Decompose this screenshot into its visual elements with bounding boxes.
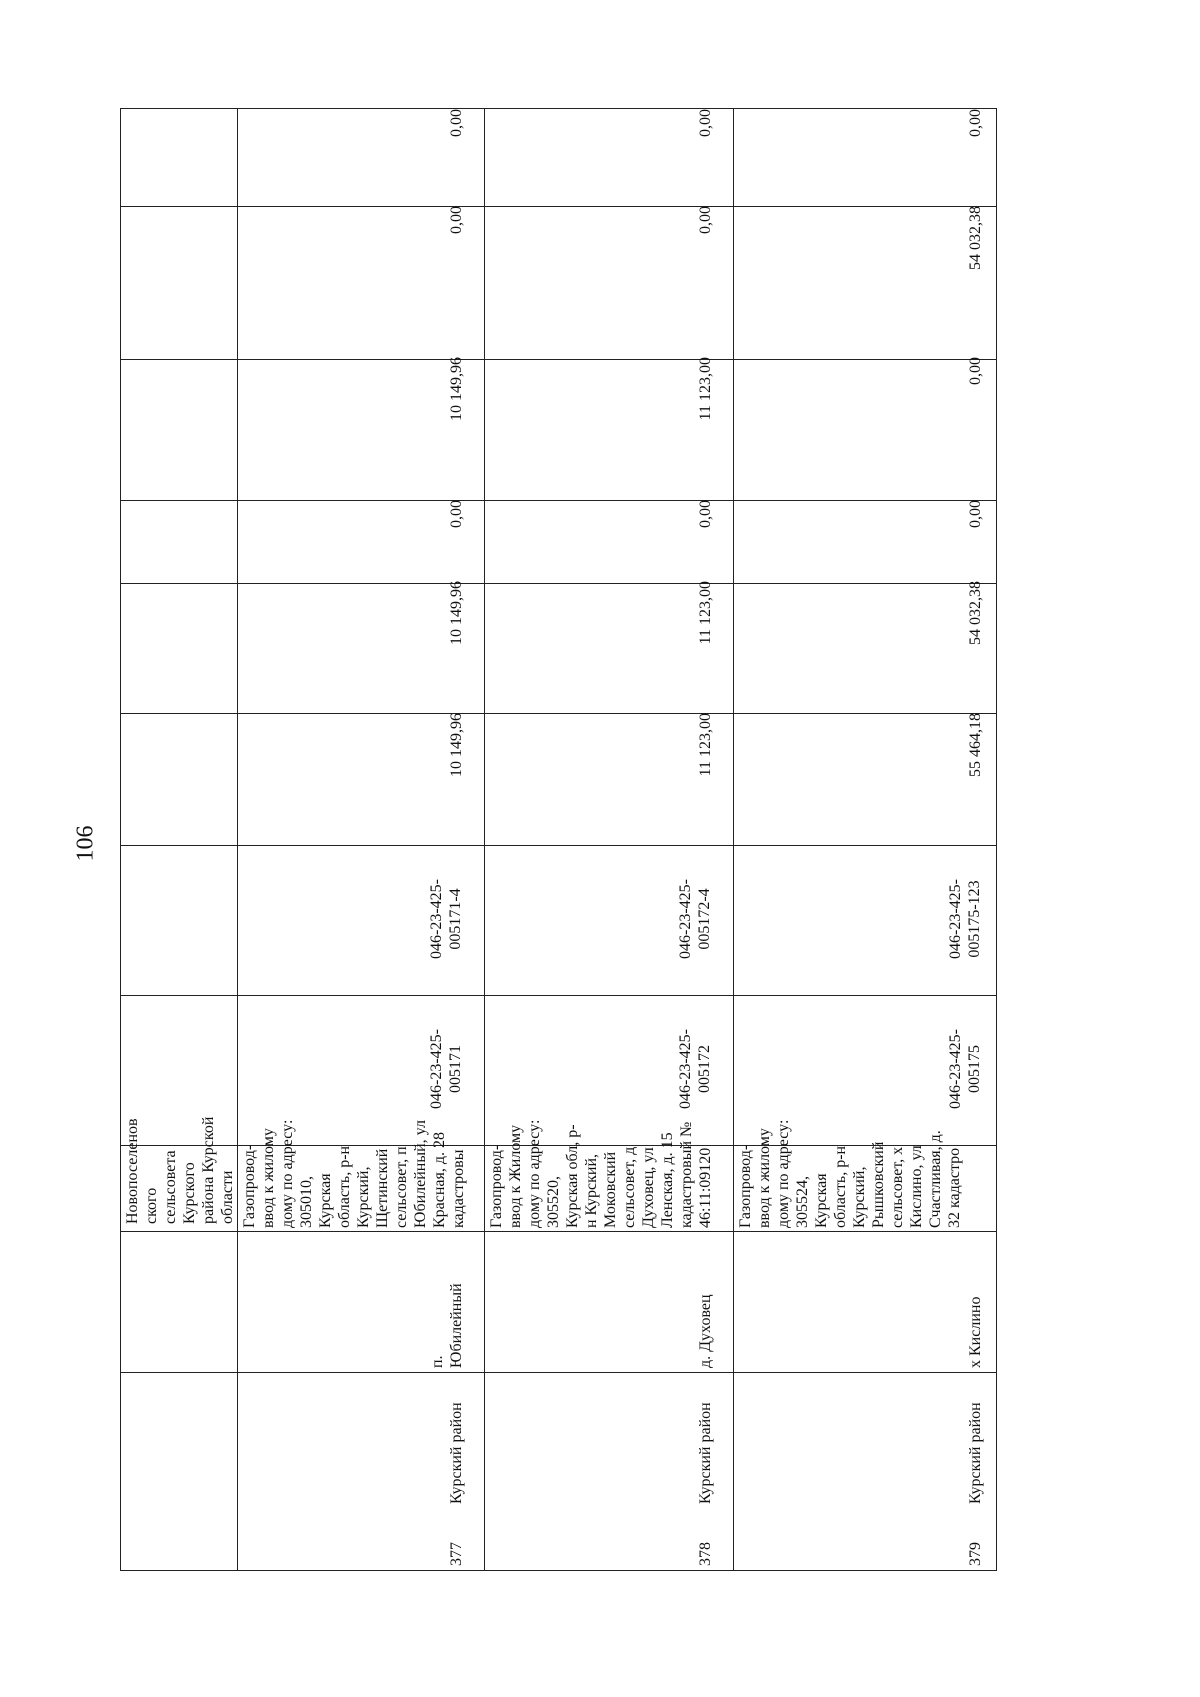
row-number: 377	[448, 1542, 465, 1566]
value-cell: 0,00	[697, 109, 714, 137]
code-extended-cell: 046-23-425- 005172-4	[677, 879, 713, 959]
code-extended-cell: 046-23-425- 005175-123	[947, 879, 983, 959]
value-cell: 10 149,96	[448, 713, 465, 777]
value-cell: 55 464,18	[967, 713, 984, 777]
value-cell: 0,00	[697, 500, 714, 528]
value-cell: 11 123,00	[697, 581, 714, 645]
column-divider	[121, 1231, 996, 1232]
value-cell: 10 149,96	[448, 357, 465, 421]
value-cell: 0,00	[967, 357, 984, 385]
row-number: 378	[697, 1542, 714, 1566]
district-cell: Курский район	[448, 1402, 465, 1504]
value-cell: 0,00	[967, 109, 984, 137]
column-divider	[121, 583, 996, 584]
column-divider	[121, 1372, 996, 1373]
district-cell: Курский район	[967, 1402, 984, 1504]
page-number: 106	[72, 825, 99, 862]
registry-table	[120, 108, 997, 1571]
value-cell: 0,00	[697, 206, 714, 234]
value-cell: 11 123,00	[697, 713, 714, 777]
row-number: 379	[967, 1542, 984, 1566]
row-divider	[237, 109, 238, 1570]
description-continuation: Новопоселенов ского сельсовета Курского района Курской области	[124, 1116, 236, 1224]
code-extended-cell: 046-23-425- 005171-4	[428, 879, 464, 959]
code-cell: 046-23-425- 005175	[947, 1029, 983, 1109]
column-divider	[121, 359, 996, 360]
value-cell: 0,00	[448, 206, 465, 234]
description-cell: Газопровод- ввод к жилому дому по адресу: 305010, Курская область, р-н Курский, Щетинский сельсовет, п Юбилейный, ул Красная, д. 28 кадастровы	[241, 1119, 467, 1228]
code-cell: 046-23-425- 005172	[677, 1029, 713, 1109]
row-divider	[484, 109, 485, 1570]
locality-cell: х Кислино	[967, 1296, 984, 1368]
row-divider	[733, 109, 734, 1570]
value-cell: 10 149,96	[448, 581, 465, 645]
value-cell: 0,00	[967, 500, 984, 528]
column-divider	[121, 206, 996, 207]
code-cell: 046-23-425- 005171	[428, 1029, 464, 1109]
value-cell: 54 032,38	[967, 206, 984, 270]
description-cell: Газопровод- ввод к Жилому дому по адресу: 305520, Курская обл, р- н Курский, Моковский сельсовет, д Духовец, ул Ленская, д. 15 кадастровый № 46:11:09120	[488, 1119, 714, 1228]
value-cell: 0,00	[448, 500, 465, 528]
value-cell: 0,00	[448, 109, 465, 137]
column-divider	[121, 845, 996, 846]
locality-cell: п. Юбилейный	[429, 1283, 465, 1368]
value-cell: 11 123,00	[697, 357, 714, 421]
column-divider	[121, 500, 996, 501]
value-cell: 54 032,38	[967, 581, 984, 645]
district-cell: Курский район	[697, 1402, 714, 1504]
column-divider	[121, 713, 996, 714]
locality-cell: д. Духовец	[697, 1294, 714, 1368]
description-cell: Газопровод- ввод к жилому дому по адресу: 305524, Курская область, р-н Курский, Рышковский сельсовет, х Кислино, ул Счастливая, д. 32 кадастро	[737, 1119, 963, 1228]
